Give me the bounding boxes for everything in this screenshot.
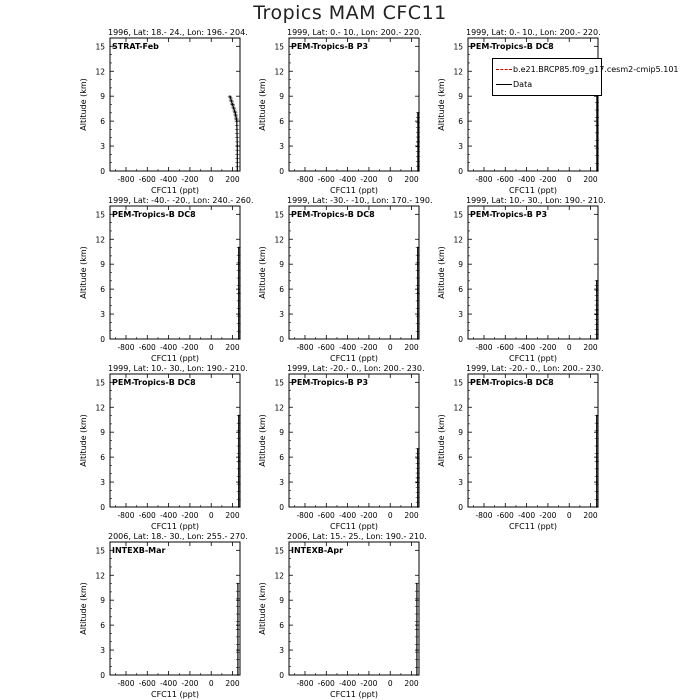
y-tick-label: 0 — [279, 335, 284, 344]
y-axis-label: Altitude (km) — [79, 246, 88, 299]
campaign-label: PEM-Tropics-B P3 — [291, 378, 369, 387]
x-tick-label: -400 — [339, 343, 357, 352]
legend — [492, 58, 679, 96]
x-tick-label: 200 — [225, 343, 240, 352]
x-tick-label: -200 — [181, 679, 199, 688]
y-tick-label: 3 — [279, 478, 284, 488]
y-axis-label: Altitude (km) — [258, 78, 267, 131]
x-tick-label: -600 — [496, 175, 514, 184]
x-tick-label: 0 — [208, 175, 214, 184]
x-tick-label: -400 — [160, 679, 178, 688]
x-tick-label: 0 — [208, 343, 214, 352]
x-tick-label: 0 — [387, 511, 393, 520]
x-tick-label: 200 — [404, 511, 419, 520]
panel-11 — [258, 532, 427, 699]
y-tick-label: 15 — [95, 546, 105, 556]
panel-title: 1999, Lat: -20.- 0., Lon: 200.- 230. — [287, 364, 425, 373]
x-tick-label: 200 — [583, 175, 598, 184]
y-tick-label: 6 — [100, 285, 105, 295]
x-axis-label: CFC11 (ppt) — [150, 522, 200, 531]
y-tick-label: 15 — [95, 42, 105, 52]
x-tick-label: 200 — [225, 175, 240, 184]
x-axis-label: CFC11 (ppt) — [329, 690, 379, 699]
plot-frame — [289, 38, 419, 171]
panel-4 — [79, 196, 254, 363]
x-axis-label: CFC11 (ppt) — [329, 522, 379, 531]
x-tick-label: -800 — [117, 343, 135, 352]
y-axis-label: Altitude (km) — [258, 414, 267, 467]
panel-title: 2006, Lat: 15.- 25., Lon: 190.- 210. — [287, 532, 427, 541]
panel-title: 1999, Lat: 0.- 10., Lon: 200.- 220. — [287, 28, 422, 37]
y-axis-label: Altitude (km) — [437, 78, 446, 131]
x-tick-label: -400 — [160, 343, 178, 352]
y-axis-label: Altitude (km) — [258, 246, 267, 299]
x-tick-label: -600 — [138, 679, 156, 688]
x-tick-label: 0 — [208, 679, 214, 688]
x-tick-label: -800 — [475, 175, 493, 184]
campaign-label: PEM-Tropics-B DC8 — [470, 42, 554, 51]
y-tick-label: 9 — [100, 596, 105, 606]
campaign-label: PEM-Tropics-B P3 — [291, 42, 369, 51]
campaign-label: STRAT-Feb — [112, 42, 159, 51]
x-tick-label: -800 — [475, 511, 493, 520]
campaign-label: PEM-Tropics-B DC8 — [112, 210, 196, 219]
y-tick-label: 15 — [453, 378, 463, 388]
y-tick-label: 6 — [279, 117, 284, 127]
x-tick-label: -600 — [317, 175, 335, 184]
y-tick-label: 6 — [279, 453, 284, 463]
x-tick-label: -800 — [475, 343, 493, 352]
plot-frame — [110, 542, 240, 675]
campaign-label: PEM-Tropics-B DC8 — [291, 210, 375, 219]
y-axis-label: Altitude (km) — [79, 414, 88, 467]
legend-label-data: Data — [513, 80, 533, 89]
y-tick-label: 15 — [453, 42, 463, 52]
y-tick-label: 3 — [458, 310, 463, 320]
panel-title: 1999, Lat: 10.- 30., Lon: 190.- 210. — [466, 196, 606, 205]
campaign-label: PEM-Tropics-B P3 — [470, 210, 548, 219]
y-tick-label: 6 — [100, 453, 105, 463]
y-tick-label: 3 — [100, 142, 105, 152]
x-tick-label: -200 — [181, 175, 199, 184]
x-tick-label: -200 — [360, 511, 378, 520]
y-tick-label: 9 — [458, 260, 463, 270]
panel-title: 1999, Lat: -20.- 0., Lon: 200.- 230. — [466, 364, 604, 373]
y-tick-label: 0 — [100, 503, 105, 512]
y-tick-label: 6 — [458, 117, 463, 127]
x-tick-label: -800 — [296, 679, 314, 688]
y-tick-label: 9 — [279, 92, 284, 102]
x-tick-label: 0 — [566, 343, 572, 352]
x-tick-label: -200 — [181, 343, 199, 352]
y-tick-label: 12 — [274, 235, 284, 245]
x-axis-label: CFC11 (ppt) — [150, 354, 200, 363]
plot-frame — [289, 542, 419, 675]
x-tick-label: -800 — [296, 175, 314, 184]
y-tick-label: 3 — [279, 142, 284, 152]
y-tick-label: 9 — [279, 428, 284, 438]
x-tick-label: -200 — [539, 511, 557, 520]
x-tick-label: 0 — [566, 511, 572, 520]
plot-frame — [110, 38, 240, 171]
y-tick-label: 9 — [100, 92, 105, 102]
x-tick-label: -600 — [138, 511, 156, 520]
y-tick-label: 0 — [279, 671, 284, 680]
y-tick-label: 0 — [458, 503, 463, 512]
panel-title: 2006, Lat: 18.- 30., Lon: 255.- 270. — [108, 532, 248, 541]
y-tick-label: 0 — [279, 167, 284, 176]
panel-9 — [437, 364, 604, 531]
y-tick-label: 12 — [95, 235, 105, 245]
x-tick-label: -800 — [296, 343, 314, 352]
y-tick-label: 15 — [274, 42, 284, 52]
y-tick-label: 0 — [100, 167, 105, 176]
legend-swatch-model — [496, 69, 512, 70]
x-tick-label: -600 — [317, 511, 335, 520]
x-tick-label: -600 — [496, 511, 514, 520]
y-tick-label: 12 — [274, 67, 284, 77]
y-tick-label: 12 — [453, 403, 463, 413]
x-tick-label: -200 — [539, 175, 557, 184]
x-axis-label: CFC11 (ppt) — [150, 690, 200, 699]
x-tick-label: -400 — [160, 175, 178, 184]
x-tick-label: 200 — [583, 343, 598, 352]
x-axis-label: CFC11 (ppt) — [508, 186, 558, 195]
plot-frame — [468, 206, 598, 339]
y-tick-label: 15 — [274, 378, 284, 388]
panel-1 — [79, 28, 248, 195]
x-tick-label: -800 — [117, 175, 135, 184]
y-tick-label: 0 — [100, 671, 105, 680]
x-tick-label: -600 — [317, 679, 335, 688]
x-tick-label: -400 — [339, 175, 357, 184]
y-tick-label: 9 — [279, 260, 284, 270]
x-tick-label: 0 — [566, 175, 572, 184]
y-tick-label: 6 — [279, 621, 284, 631]
y-axis-label: Altitude (km) — [79, 582, 88, 635]
x-tick-label: -800 — [296, 511, 314, 520]
x-axis-label: CFC11 (ppt) — [329, 354, 379, 363]
y-tick-label: 3 — [100, 478, 105, 488]
y-tick-label: 15 — [453, 210, 463, 220]
x-tick-label: -400 — [518, 511, 536, 520]
x-tick-label: -800 — [117, 511, 135, 520]
y-axis-label: Altitude (km) — [79, 78, 88, 131]
x-tick-label: -600 — [138, 175, 156, 184]
x-tick-label: -200 — [181, 511, 199, 520]
y-tick-label: 12 — [274, 571, 284, 581]
campaign-label: INTEXB-Apr — [291, 546, 344, 555]
x-tick-label: 200 — [404, 679, 419, 688]
y-tick-label: 9 — [458, 428, 463, 438]
y-tick-label: 6 — [100, 117, 105, 127]
y-tick-label: 12 — [274, 403, 284, 413]
y-axis-label: Altitude (km) — [437, 414, 446, 467]
y-tick-label: 15 — [95, 378, 105, 388]
y-tick-label: 0 — [100, 335, 105, 344]
y-axis-label: Altitude (km) — [437, 246, 446, 299]
campaign-label: INTEXB-Mar — [112, 546, 166, 555]
x-tick-label: 200 — [225, 511, 240, 520]
x-axis-label: CFC11 (ppt) — [508, 354, 558, 363]
x-axis-label: CFC11 (ppt) — [508, 522, 558, 531]
x-tick-label: -200 — [360, 343, 378, 352]
campaign-label: PEM-Tropics-B DC8 — [470, 378, 554, 387]
legend-swatch-data — [496, 84, 512, 85]
y-tick-label: 9 — [279, 596, 284, 606]
panel-title: 1999, Lat: -40.- -20., Lon: 240.- 260. — [108, 196, 254, 205]
y-tick-label: 6 — [279, 285, 284, 295]
campaign-label: PEM-Tropics-B DC8 — [112, 378, 196, 387]
y-tick-label: 12 — [95, 67, 105, 77]
x-tick-label: 0 — [387, 175, 393, 184]
x-tick-label: -600 — [496, 343, 514, 352]
y-tick-label: 12 — [95, 403, 105, 413]
x-tick-label: 0 — [208, 511, 214, 520]
x-tick-label: -800 — [117, 679, 135, 688]
y-tick-label: 0 — [279, 503, 284, 512]
panel-title: 1999, Lat: 0.- 10., Lon: 200.- 220. — [466, 28, 601, 37]
y-axis-label: Altitude (km) — [258, 582, 267, 635]
plot-frame — [110, 374, 240, 507]
y-tick-label: 9 — [100, 428, 105, 438]
y-tick-label: 6 — [100, 621, 105, 631]
panel-5 — [258, 196, 433, 363]
legend-entry-data — [496, 80, 532, 92]
y-tick-label: 12 — [95, 571, 105, 581]
figure-title: Tropics MAM CFC11 — [253, 2, 447, 24]
plot-frame — [289, 374, 419, 507]
y-tick-label: 12 — [453, 67, 463, 77]
x-tick-label: 200 — [404, 343, 419, 352]
panel-7 — [79, 364, 248, 531]
x-tick-label: 0 — [387, 343, 393, 352]
panel-title: 1999, Lat: 10.- 30., Lon: 190.- 210. — [108, 364, 248, 373]
x-tick-label: -400 — [339, 679, 357, 688]
y-tick-label: 0 — [458, 167, 463, 176]
plot-frame — [110, 206, 240, 339]
plot-frame — [468, 374, 598, 507]
y-tick-label: 3 — [279, 310, 284, 320]
legend-label-model: b.e21.BRCP85.f09_g17.cesm2-cmip5.101 — [513, 65, 679, 74]
panel-title: 1996, Lat: 18.- 24., Lon: 196.- 204. — [108, 28, 248, 37]
y-tick-label: 15 — [274, 210, 284, 220]
y-tick-label: 3 — [100, 646, 105, 656]
panel-title: 1999, Lat: -30.- -10., Lon: 170.- 190. — [287, 196, 433, 205]
x-tick-label: -400 — [518, 175, 536, 184]
y-tick-label: 12 — [453, 235, 463, 245]
panel-6 — [437, 196, 606, 363]
y-tick-label: 3 — [279, 646, 284, 656]
x-tick-label: 200 — [225, 679, 240, 688]
x-tick-label: -200 — [360, 175, 378, 184]
x-tick-label: 200 — [404, 175, 419, 184]
panel-2 — [258, 28, 422, 195]
x-axis-label: CFC11 (ppt) — [329, 186, 379, 195]
y-tick-label: 9 — [458, 92, 463, 102]
x-tick-label: -200 — [539, 343, 557, 352]
y-tick-label: 0 — [458, 335, 463, 344]
x-tick-label: -600 — [138, 343, 156, 352]
plot-frame — [289, 206, 419, 339]
panel-10 — [79, 532, 248, 699]
y-tick-label: 3 — [100, 310, 105, 320]
panel-8 — [258, 364, 425, 531]
y-tick-label: 6 — [458, 285, 463, 295]
legend-entry-model — [496, 65, 679, 77]
x-tick-label: -400 — [160, 511, 178, 520]
x-tick-label: 0 — [387, 679, 393, 688]
x-axis-label: CFC11 (ppt) — [150, 186, 200, 195]
y-tick-label: 15 — [95, 210, 105, 220]
x-tick-label: -200 — [360, 679, 378, 688]
y-tick-label: 15 — [274, 546, 284, 556]
y-tick-label: 6 — [458, 453, 463, 463]
x-tick-label: 200 — [583, 511, 598, 520]
y-tick-label: 3 — [458, 142, 463, 152]
x-tick-label: -400 — [518, 343, 536, 352]
x-tick-label: -600 — [317, 343, 335, 352]
y-tick-label: 3 — [458, 478, 463, 488]
x-tick-label: -400 — [339, 511, 357, 520]
y-tick-label: 9 — [100, 260, 105, 270]
